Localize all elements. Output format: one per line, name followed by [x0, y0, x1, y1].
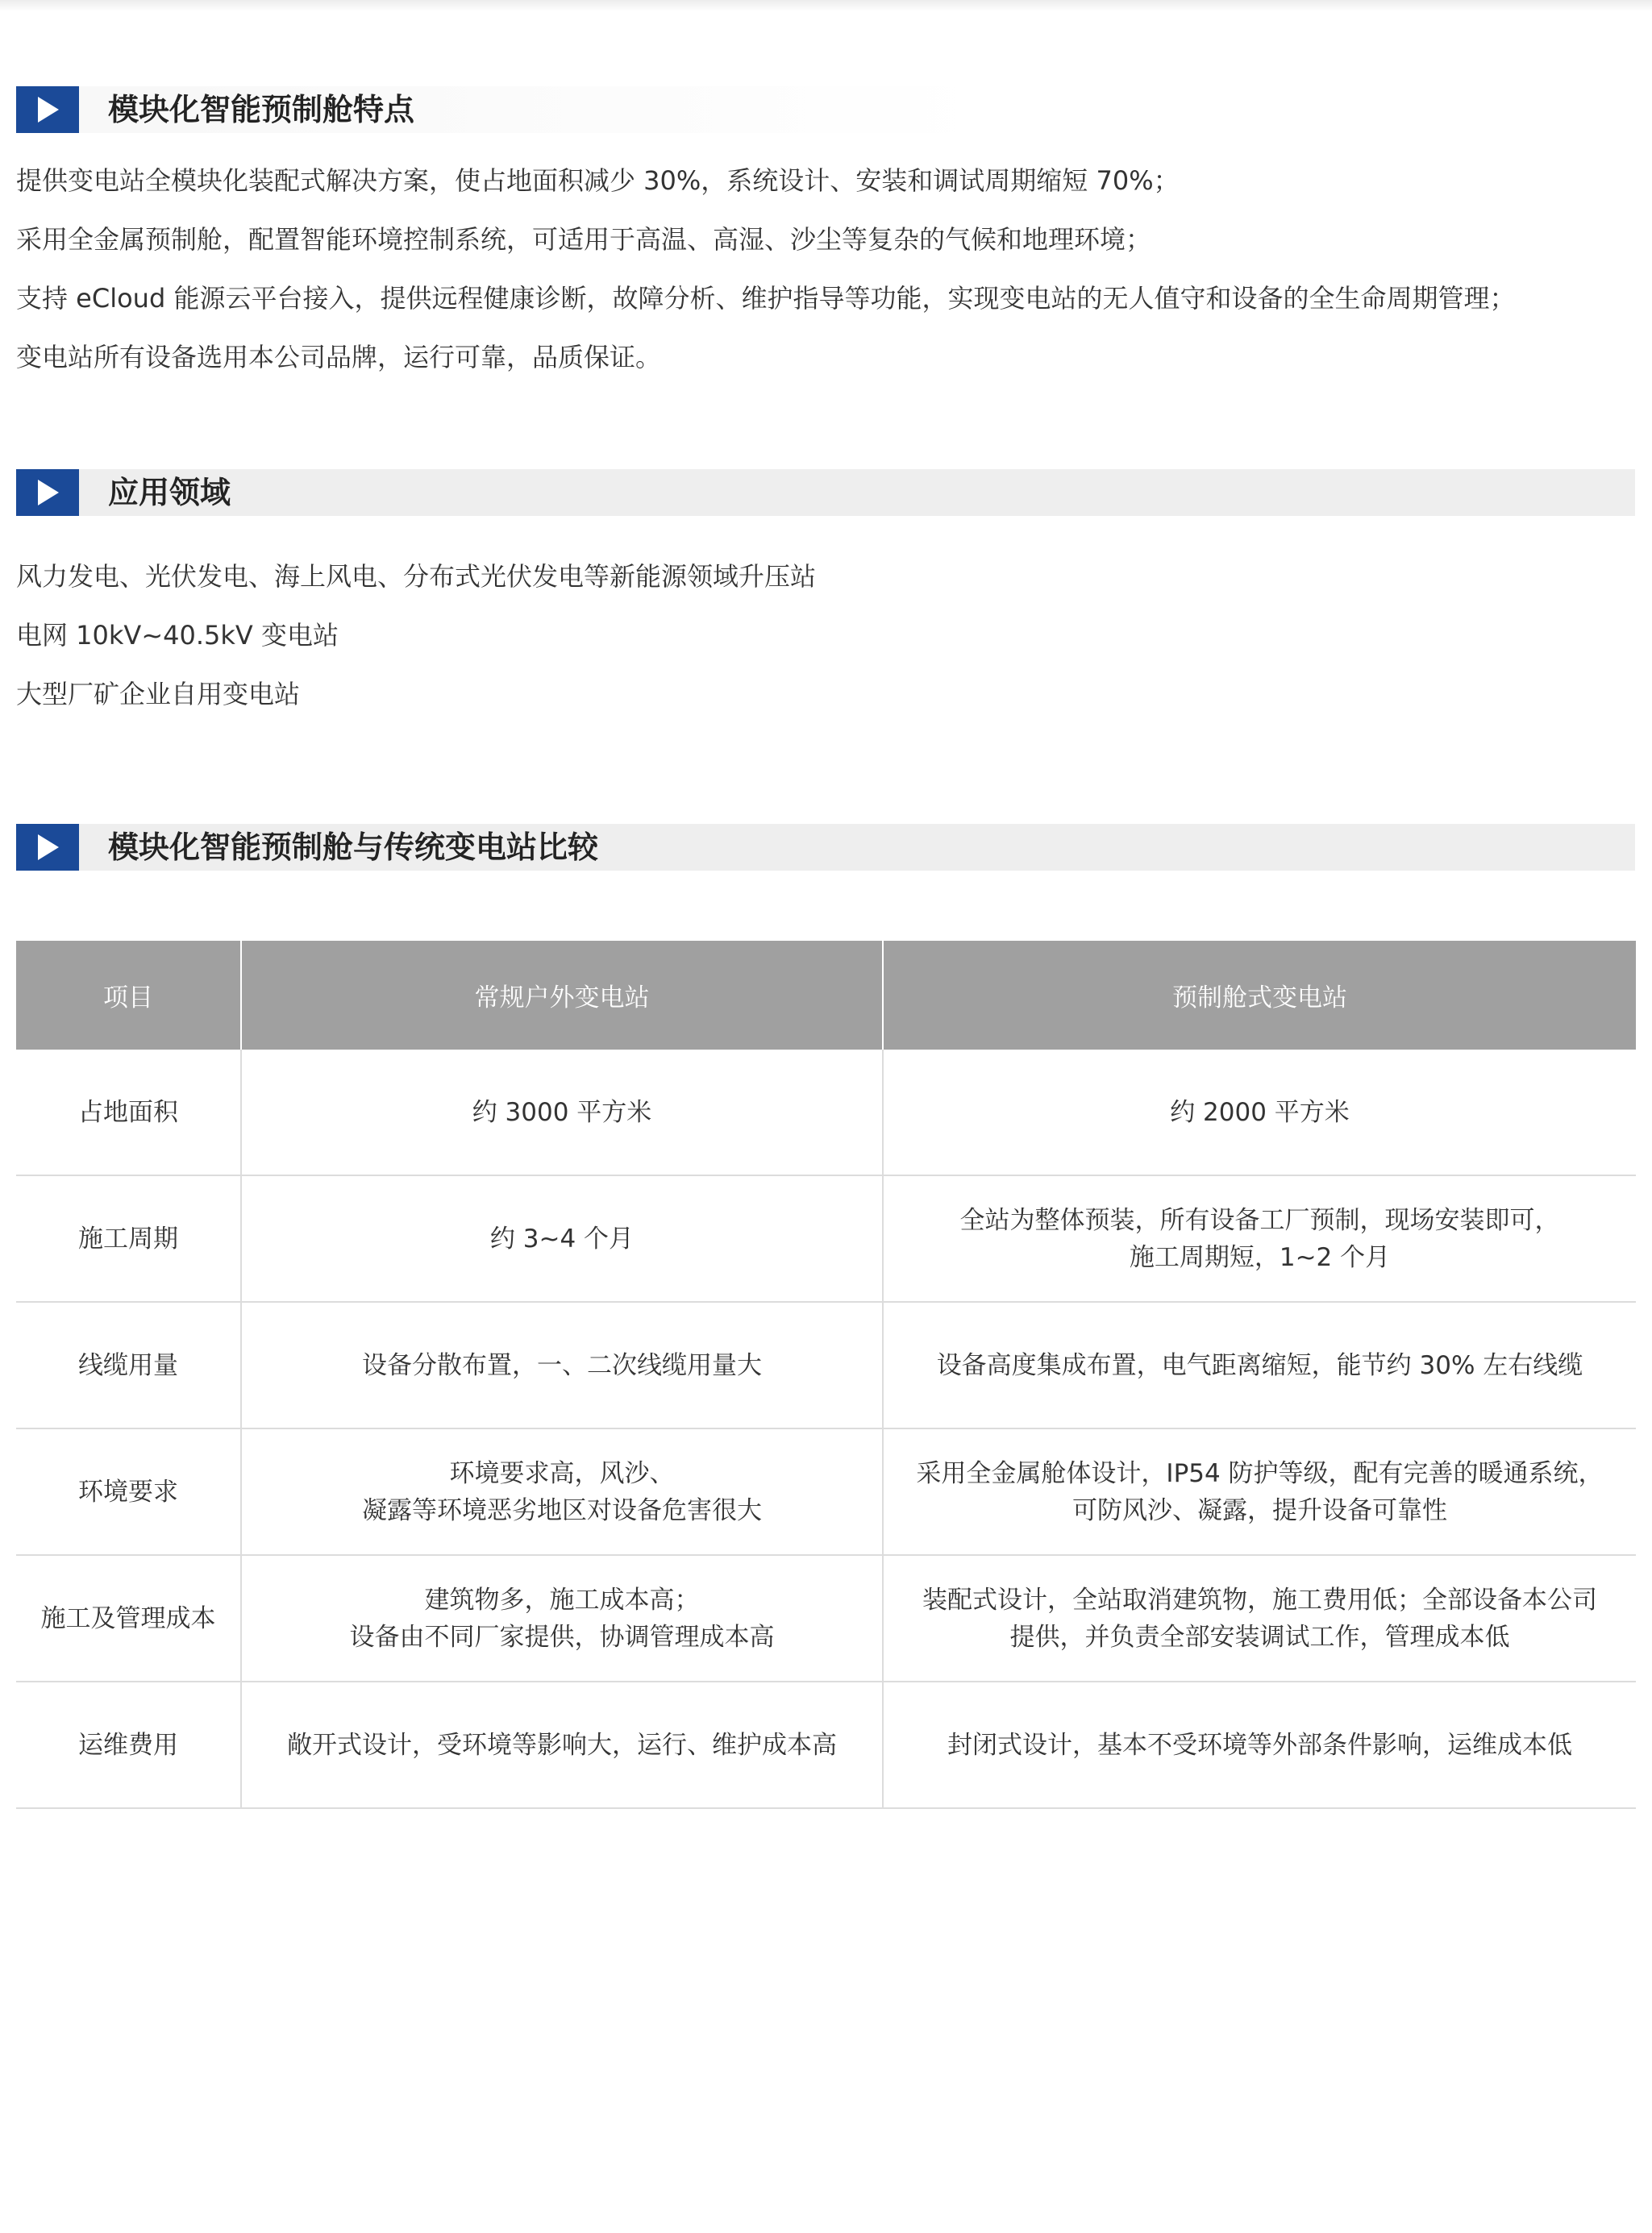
- feature-line: 支持 eCloud 能源云平台接入，提供远程健康诊断，故障分析、维护指导等功能，实现变电站的无人值守和设备的全生命周期管理；: [16, 283, 1516, 314]
- play-arrow-icon: [16, 824, 79, 871]
- play-arrow-icon: [16, 469, 79, 516]
- table-row: [16, 1302, 1636, 1428]
- play-arrow-icon: [16, 86, 79, 133]
- section-header-comparison: [16, 824, 1635, 871]
- column-header-conventional: 常规户外变电站: [241, 941, 883, 1050]
- conventional-cell: 约 3000 平方米: [241, 1050, 883, 1175]
- row-label: 环境要求: [16, 1428, 241, 1555]
- feature-line: 变电站所有设备选用本公司品牌，运行可靠，品质保证。: [16, 342, 662, 372]
- prefab-cell: 封闭式设计，基本不受环境等外部条件影响，运维成本低: [883, 1682, 1636, 1808]
- application-line: 风力发电、光伏发电、海上风电、分布式光伏发电等新能源领域升压站: [16, 561, 817, 592]
- top-shade: [0, 0, 1652, 11]
- column-header-item: 项目: [16, 941, 241, 1050]
- conventional-cell: 约 3~4 个月: [241, 1175, 883, 1302]
- prefab-cell: 装配式设计，全站取消建筑物，施工费用低；全部设备本公司 提供，并负责全部安装调试工作，管理成本低: [883, 1555, 1636, 1682]
- prefab-cell: 设备高度集成布置，电气距离缩短，能节约 30% 左右线缆: [883, 1302, 1636, 1428]
- section-title: 应用领域: [108, 475, 231, 510]
- table-row: [16, 1175, 1636, 1302]
- row-label: 施工及管理成本: [16, 1555, 241, 1682]
- prefab-cell: 约 2000 平方米: [883, 1050, 1636, 1175]
- section-title: 模块化智能预制舱特点: [108, 92, 415, 127]
- application-line: 大型厂矿企业自用变电站: [16, 679, 301, 709]
- conventional-cell: 建筑物多，施工成本高； 设备由不同厂家提供，协调管理成本高: [241, 1555, 883, 1682]
- row-label: 施工周期: [16, 1175, 241, 1302]
- table-row: [16, 1428, 1636, 1555]
- row-label: 占地面积: [16, 1050, 241, 1175]
- conventional-cell: 敞开式设计，受环境等影响大，运行、维护成本高: [241, 1682, 883, 1808]
- comparison-table: [16, 941, 1636, 1809]
- section-header-applications: [16, 469, 1635, 516]
- section-header-features: [16, 86, 1635, 133]
- application-line: 电网 10kV~40.5kV 变电站: [16, 620, 339, 651]
- table-row: [16, 1555, 1636, 1682]
- row-label: 运维费用: [16, 1682, 241, 1808]
- section-title: 模块化智能预制舱与传统变电站比较: [108, 830, 599, 865]
- prefab-cell: 全站为整体预装，所有设备工厂预制，现场安装即可， 施工周期短，1~2 个月: [883, 1175, 1636, 1302]
- column-header-prefab: 预制舱式变电站: [883, 941, 1636, 1050]
- row-label: 线缆用量: [16, 1302, 241, 1428]
- table-header-row: [16, 941, 1636, 1050]
- conventional-cell: 环境要求高，风沙、 凝露等环境恶劣地区对设备危害很大: [241, 1428, 883, 1555]
- prefab-cell: 采用全金属舱体设计，IP54 防护等级，配有完善的暖通系统， 可防风沙、凝露，提升设备可靠性: [883, 1428, 1636, 1555]
- table-row: [16, 1682, 1636, 1808]
- feature-line: 采用全金属预制舱，配置智能环境控制系统，可适用于高温、高湿、沙尘等复杂的气候和地理环境；: [16, 224, 1152, 255]
- feature-line: 提供变电站全模块化装配式解决方案，使占地面积减少 30%，系统设计、安装和调试周期缩短 70%；: [16, 165, 1180, 196]
- table-row: [16, 1050, 1636, 1175]
- conventional-cell: 设备分散布置，一、二次线缆用量大: [241, 1302, 883, 1428]
